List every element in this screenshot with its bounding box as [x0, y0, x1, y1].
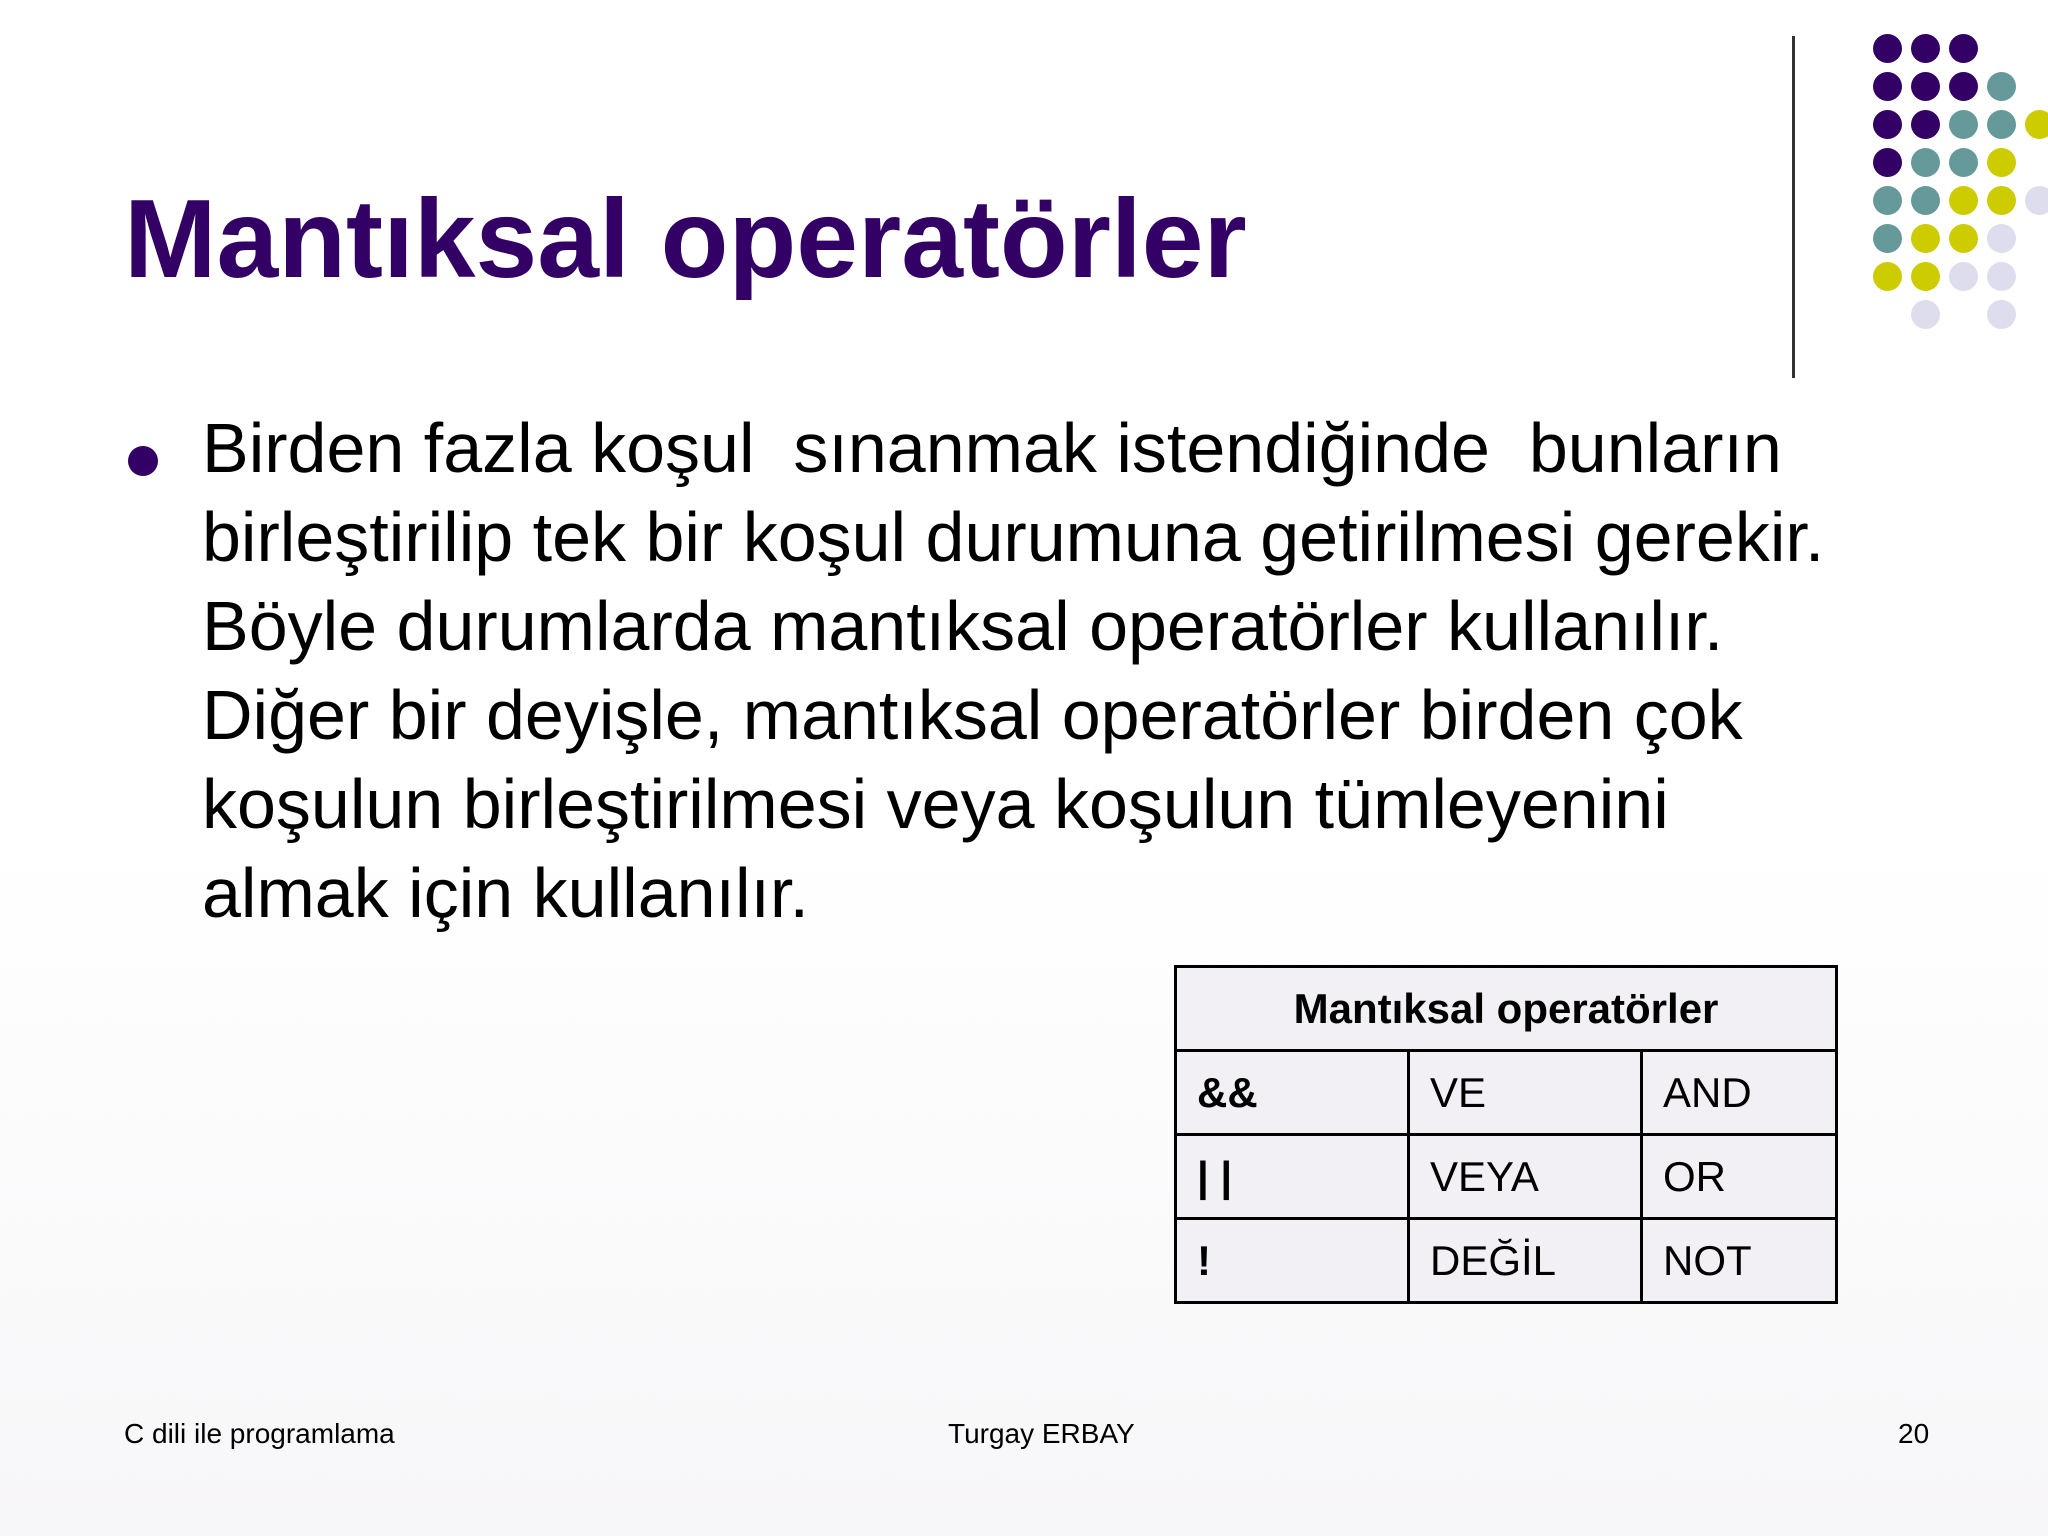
footer-page-number: 20: [1898, 1418, 1930, 1449]
decorative-dot-icon: [1911, 34, 1940, 63]
footer-author: Turgay ERBAY: [948, 1418, 1135, 1449]
decorative-dot-icon: [1987, 300, 2016, 329]
decorative-dot-icon: [1911, 224, 1940, 253]
decorative-dot-icon: [1911, 148, 1940, 177]
table-row: [1176, 1219, 1837, 1303]
decorative-dot-icon: [1911, 72, 1940, 101]
decorative-dot-icon: [1949, 34, 1978, 63]
decorative-dot-icon: [1911, 300, 1940, 329]
table-header-row: [1176, 967, 1837, 1051]
decorative-dot-icon: [1873, 34, 1902, 63]
operator-turkish: DEĞİL: [1409, 1219, 1642, 1303]
decorative-dot-icon: [2025, 186, 2048, 215]
decorative-dot-icon: [1873, 110, 1902, 139]
operator-english: NOT: [1642, 1219, 1837, 1303]
decorative-dot-icon: [1873, 224, 1902, 253]
decorative-divider-line: [1792, 36, 1795, 378]
bullet-dot-icon: [128, 446, 158, 476]
decorative-dot-icon: [1987, 224, 2016, 253]
decorative-dot-icon: [1987, 72, 2016, 101]
bullet-text-line: Diğer bir deyişle, mantıksal operatörler birden çok: [202, 676, 1743, 754]
bullet-text-line: birleştirilip tek bir koşul durumuna getirilmesi gerekir.: [202, 498, 1825, 576]
bullet-text-line: Böyle durumlarda mantıksal operatörler kullanılır.: [202, 587, 1724, 665]
operator-symbol: !: [1176, 1219, 1409, 1303]
decorative-dot-icon: [1873, 72, 1902, 101]
decorative-dot-icon: [1949, 110, 1978, 139]
table-header: Mantıksal operatörler: [1176, 967, 1837, 1051]
decorative-dot-icon: [1987, 148, 2016, 177]
decorative-dot-icon: [1949, 262, 1978, 291]
decorative-dot-icon: [1987, 186, 2016, 215]
decorative-dot-icon: [1949, 148, 1978, 177]
bullet-text-line: Birden fazla koşul sınanmak istendiğinde bunların: [202, 409, 1782, 487]
table-row: [1176, 1051, 1837, 1135]
bullet-text-line: koşulun birleştirilmesi veya koşulun tümleyenini: [202, 765, 1669, 843]
decorative-dot-icon: [1873, 186, 1902, 215]
decorative-dot-icon: [1873, 262, 1902, 291]
decorative-dot-icon: [1873, 148, 1902, 177]
decorative-dot-icon: [1949, 186, 1978, 215]
slide-title: Mantıksal operatörler: [124, 177, 1247, 301]
footer-course-name: C dili ile programlama: [124, 1418, 395, 1449]
decorative-dot-icon: [1949, 72, 1978, 101]
operator-symbol: | |: [1176, 1135, 1409, 1219]
operator-english: OR: [1642, 1135, 1837, 1219]
operator-symbol: &&: [1176, 1051, 1409, 1135]
decorative-dot-icon: [1987, 262, 2016, 291]
operator-english: AND: [1642, 1051, 1837, 1135]
operators-table: [1174, 965, 1838, 1304]
decorative-dot-icon: [1911, 110, 1940, 139]
table-row: [1176, 1135, 1837, 1219]
decorative-dot-icon: [1911, 262, 1940, 291]
decorative-dot-icon: [1911, 186, 1940, 215]
decorative-dot-icon: [1987, 110, 2016, 139]
decorative-dot-icon: [2025, 110, 2048, 139]
operator-turkish: VEYA: [1409, 1135, 1642, 1219]
bullet-text-line: almak için kullanılır.: [202, 854, 809, 932]
decorative-dot-icon: [1949, 224, 1978, 253]
operator-turkish: VE: [1409, 1051, 1642, 1135]
bullet-text: [202, 404, 1962, 938]
